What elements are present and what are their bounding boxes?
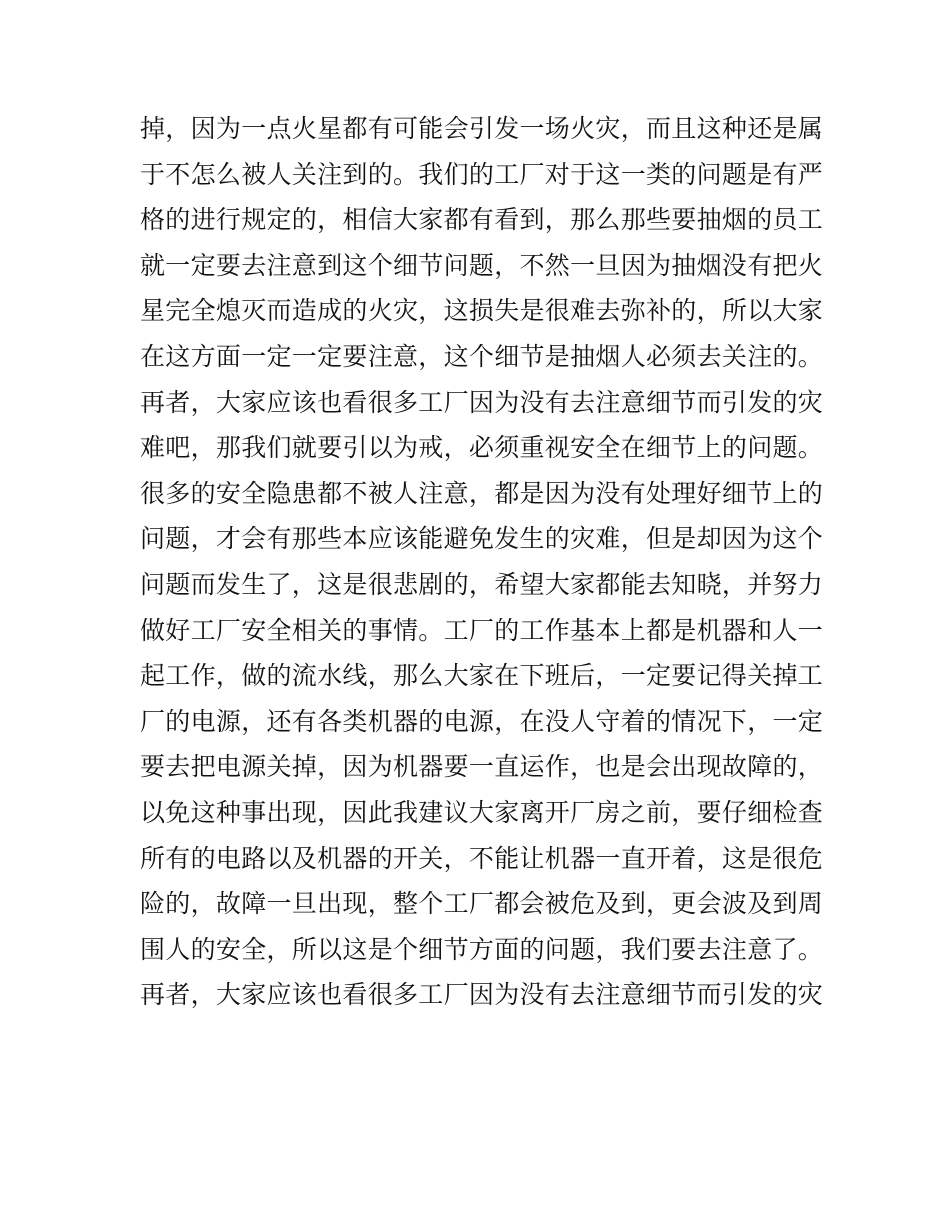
text-line: 围人的安全，所以这是个细节方面的问题，我们要去注意了。 xyxy=(140,934,824,964)
text-line: 厂的电源，还有各类机器的电源，在没人守着的情况下，一定 xyxy=(140,706,824,736)
text-line: 起工作，做的流水线，那么大家在下班后，一定要记得关掉工 xyxy=(140,661,824,691)
text-line: 很多的安全隐患都不被人注意，都是因为没有处理好细节上的 xyxy=(140,478,824,508)
text-line: 以免这种事出现，因此我建议大家离开厂房之前，要仔细检查 xyxy=(140,797,824,827)
text-line: 再者，大家应该也看很多工厂因为没有去注意细节而引发的灾 xyxy=(140,387,824,417)
text-line: 问题，才会有那些本应该能避免发生的灾难，但是却因为这个 xyxy=(140,524,824,554)
text-line: 格的进行规定的，相信大家都有看到，那么那些要抽烟的员工 xyxy=(140,205,824,235)
text-line: 于不怎么被人关注到的。我们的工厂对于这一类的问题是有严 xyxy=(140,159,824,189)
text-line: 掉，因为一点火星都有可能会引发一场火灾，而且这种还是属 xyxy=(140,114,824,143)
text-line: 难吧，那我们就要引以为戒，必须重视安全在细节上的问题。 xyxy=(140,433,824,463)
text-line: 在这方面一定一定要注意，这个细节是抽烟人必须去关注的。 xyxy=(140,341,824,371)
text-line: 星完全熄灭而造成的火灾，这损失是很难去弥补的，所以大家 xyxy=(140,296,824,326)
text-line: 就一定要去注意到这个细节问题，不然一旦因为抽烟没有把火 xyxy=(140,250,824,280)
text-line: 险的，故障一旦出现，整个工厂都会被危及到，更会波及到周 xyxy=(140,889,824,919)
text-line: 所有的电路以及机器的开关，不能让机器一直开着，这是很危 xyxy=(140,843,824,873)
text-line: 要去把电源关掉，因为机器要一直运作，也是会出现故障的， xyxy=(140,752,824,782)
text-line: 再者，大家应该也看很多工厂因为没有去注意细节而引发的灾 xyxy=(140,980,824,1010)
body-text xyxy=(140,106,824,1018)
text-line: 问题而发生了，这是很悲剧的，希望大家都能去知晓，并努力 xyxy=(140,569,824,599)
text-line: 做好工厂安全相关的事情。工厂的工作基本上都是机器和人一 xyxy=(140,615,824,645)
